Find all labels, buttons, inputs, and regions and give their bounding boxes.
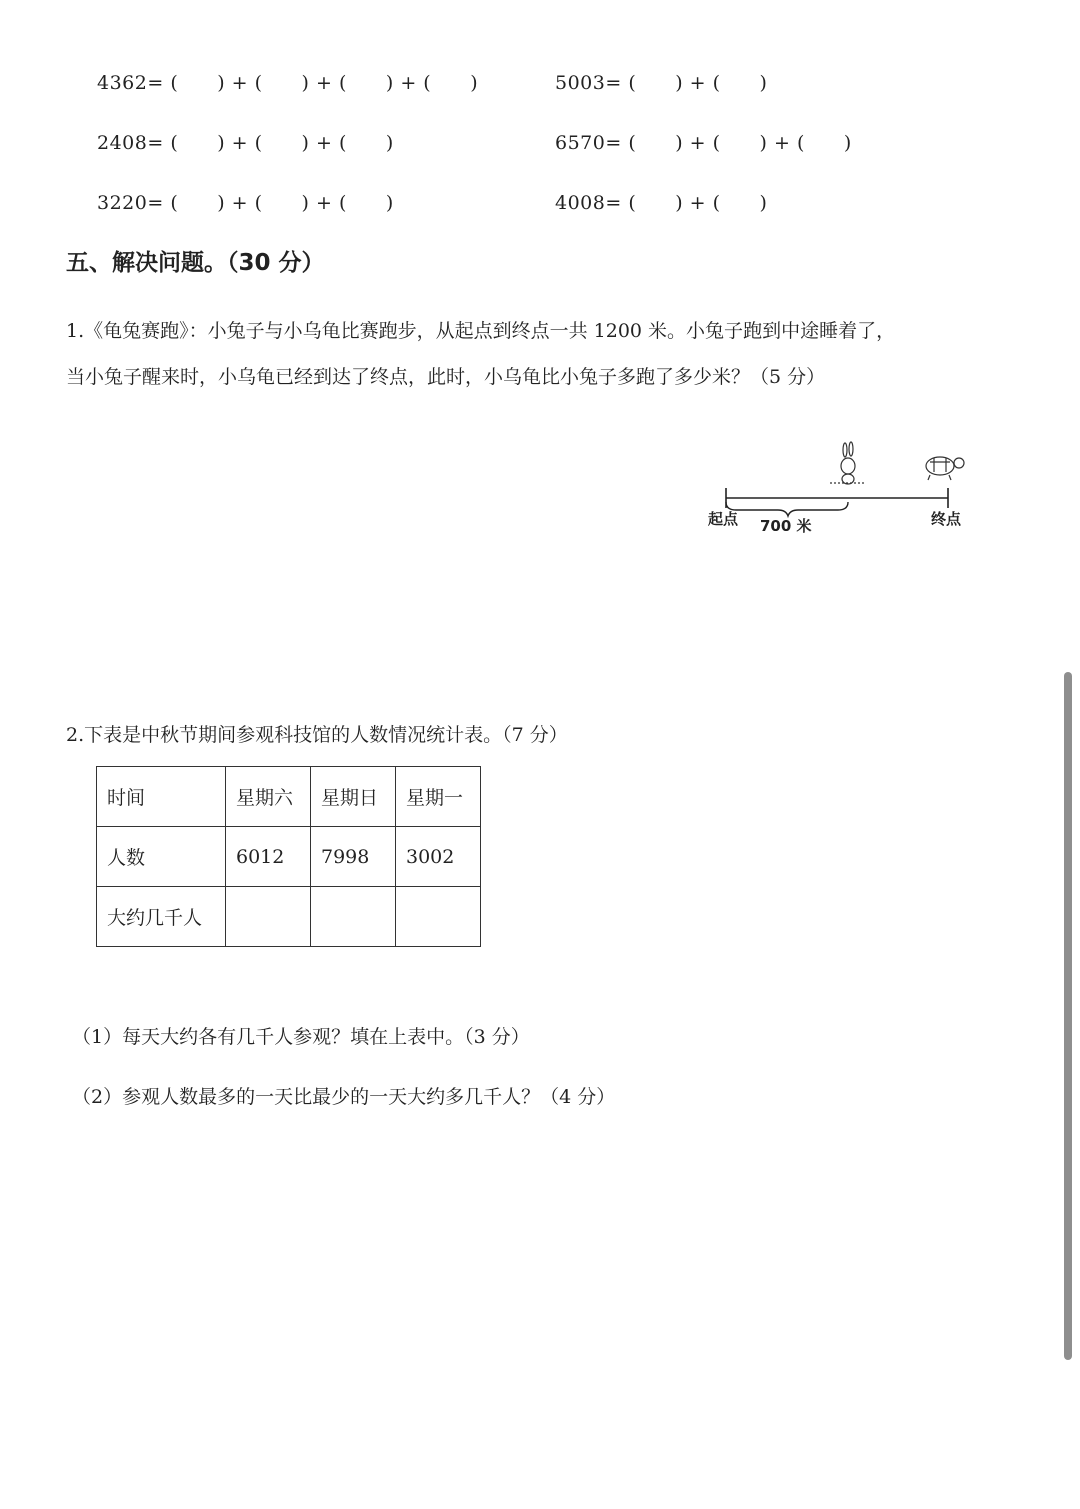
equation-4362: 4362= ( ) + ( ) + ( ) + ( ): [97, 72, 479, 94]
table-cell: 星期日: [311, 767, 396, 827]
table-row: [97, 767, 481, 827]
section-title: 五、解决问题。（30 分）: [66, 250, 325, 276]
problem1-line1: 1.《龟兔赛跑》：小兔子与小乌龟比赛跑步，从起点到终点一共 1200 米。小兔子跑到中途睡着了，: [66, 320, 896, 342]
start-label: 起点: [708, 510, 739, 528]
equation-6570: 6570= ( ) + ( ) + ( ): [555, 132, 852, 154]
answer-cell[interactable]: [226, 887, 311, 947]
equation-2408: 2408= ( ) + ( ) + ( ): [97, 132, 394, 154]
equation-4008: 4008= ( ) + ( ): [555, 192, 768, 214]
equation-5003: 5003= ( ) + ( ): [555, 72, 768, 94]
equation-3220: 3220= ( ) + ( ) + ( ): [97, 192, 394, 214]
problem2-intro: 2.下表是中秋节期间参观科技馆的人数情况统计表。（7 分）: [66, 724, 568, 746]
answer-cell[interactable]: [311, 887, 396, 947]
distance-label: 700 米: [760, 517, 812, 535]
table-cell: 星期一: [396, 767, 481, 827]
rabbit-icon: [830, 442, 866, 484]
distance-brace: [726, 502, 848, 516]
table-cell: 7998: [311, 827, 396, 887]
table-row: [97, 827, 481, 887]
table-cell: 6012: [226, 827, 311, 887]
turtle-icon: [926, 457, 964, 480]
table-cell: 3002: [396, 827, 481, 887]
table-cell: 星期六: [226, 767, 311, 827]
problem2-question1: （1）每天大约各有几千人参观？填在上表中。（3 分）: [72, 1026, 530, 1048]
table-cell: 时间: [97, 767, 226, 827]
problem1-line2: 当小兔子醒来时，小乌龟已经到达了终点，此时，小乌龟比小兔子多跑了多少米？（5 分）: [66, 366, 826, 388]
table-row: [97, 887, 481, 947]
table-cell: 大约几千人: [97, 887, 226, 947]
race-diagram: [700, 436, 990, 546]
problem2-question2: （2）参观人数最多的一天比最少的一天大约多几千人？（4 分）: [72, 1086, 616, 1108]
visitor-table: [96, 766, 481, 947]
end-label: 终点: [931, 510, 962, 528]
table-cell: 人数: [97, 827, 226, 887]
vertical-scrollbar[interactable]: [1064, 672, 1072, 1360]
answer-cell[interactable]: [396, 887, 481, 947]
